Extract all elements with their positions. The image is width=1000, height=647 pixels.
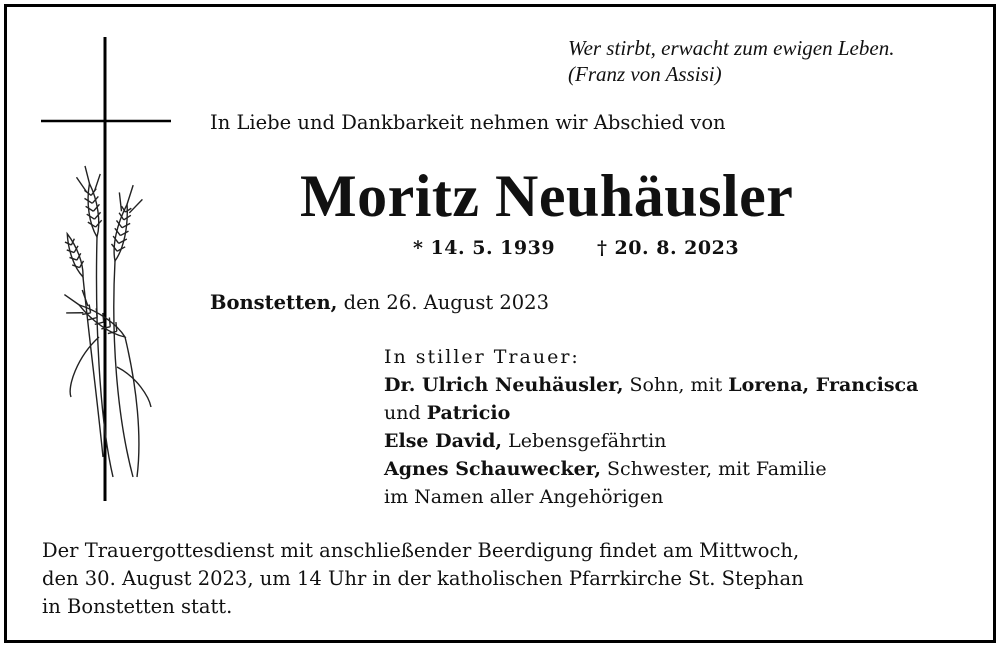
mourners-block	[384, 343, 918, 511]
cross-icon	[41, 37, 171, 501]
mourner-line: Agnes Schauwecker, Schwester, mit Familie	[384, 458, 827, 480]
quote-line-2: (Franz von Assisi)	[568, 62, 722, 86]
mourner-line: im Namen aller Angehörigen	[384, 486, 664, 508]
mourners-title: In stiller Trauer:	[384, 346, 580, 368]
birth-date: * 14. 5. 1939	[413, 237, 556, 259]
deceased-name: Moritz Neuhäusler	[300, 163, 794, 229]
death-date: † 20. 8. 2023	[597, 237, 740, 259]
mourner-line: Else David, Lebensgefährtin	[384, 430, 667, 452]
service-line-3: in Bonstetten statt.	[42, 595, 233, 618]
cross-wheat-illustration	[37, 37, 177, 517]
quote-line-1: Wer stirbt, erwacht zum ewigen Leben.	[568, 36, 895, 60]
place: Bonstetten,	[210, 291, 338, 314]
mourner-line: Dr. Ulrich Neuhäusler, Sohn, mit Lorena, Francisca	[384, 374, 919, 396]
mourner-line: und Patricio	[384, 402, 511, 424]
place-date	[210, 291, 549, 314]
service-line-1: Der Trauergottesdienst mit anschließender Beerdigung findet am Mittwoch,	[42, 539, 800, 562]
obituary-notice	[4, 4, 996, 643]
quote	[568, 35, 894, 87]
service-info	[42, 537, 804, 621]
date: den 26. August 2023	[343, 291, 549, 314]
service-line-2: den 30. August 2023, um 14 Uhr in der katholischen Pfarrkirche St. Stephan	[42, 567, 804, 590]
intro-text: In Liebe und Dankbarkeit nehmen wir Abschied von	[210, 111, 726, 134]
